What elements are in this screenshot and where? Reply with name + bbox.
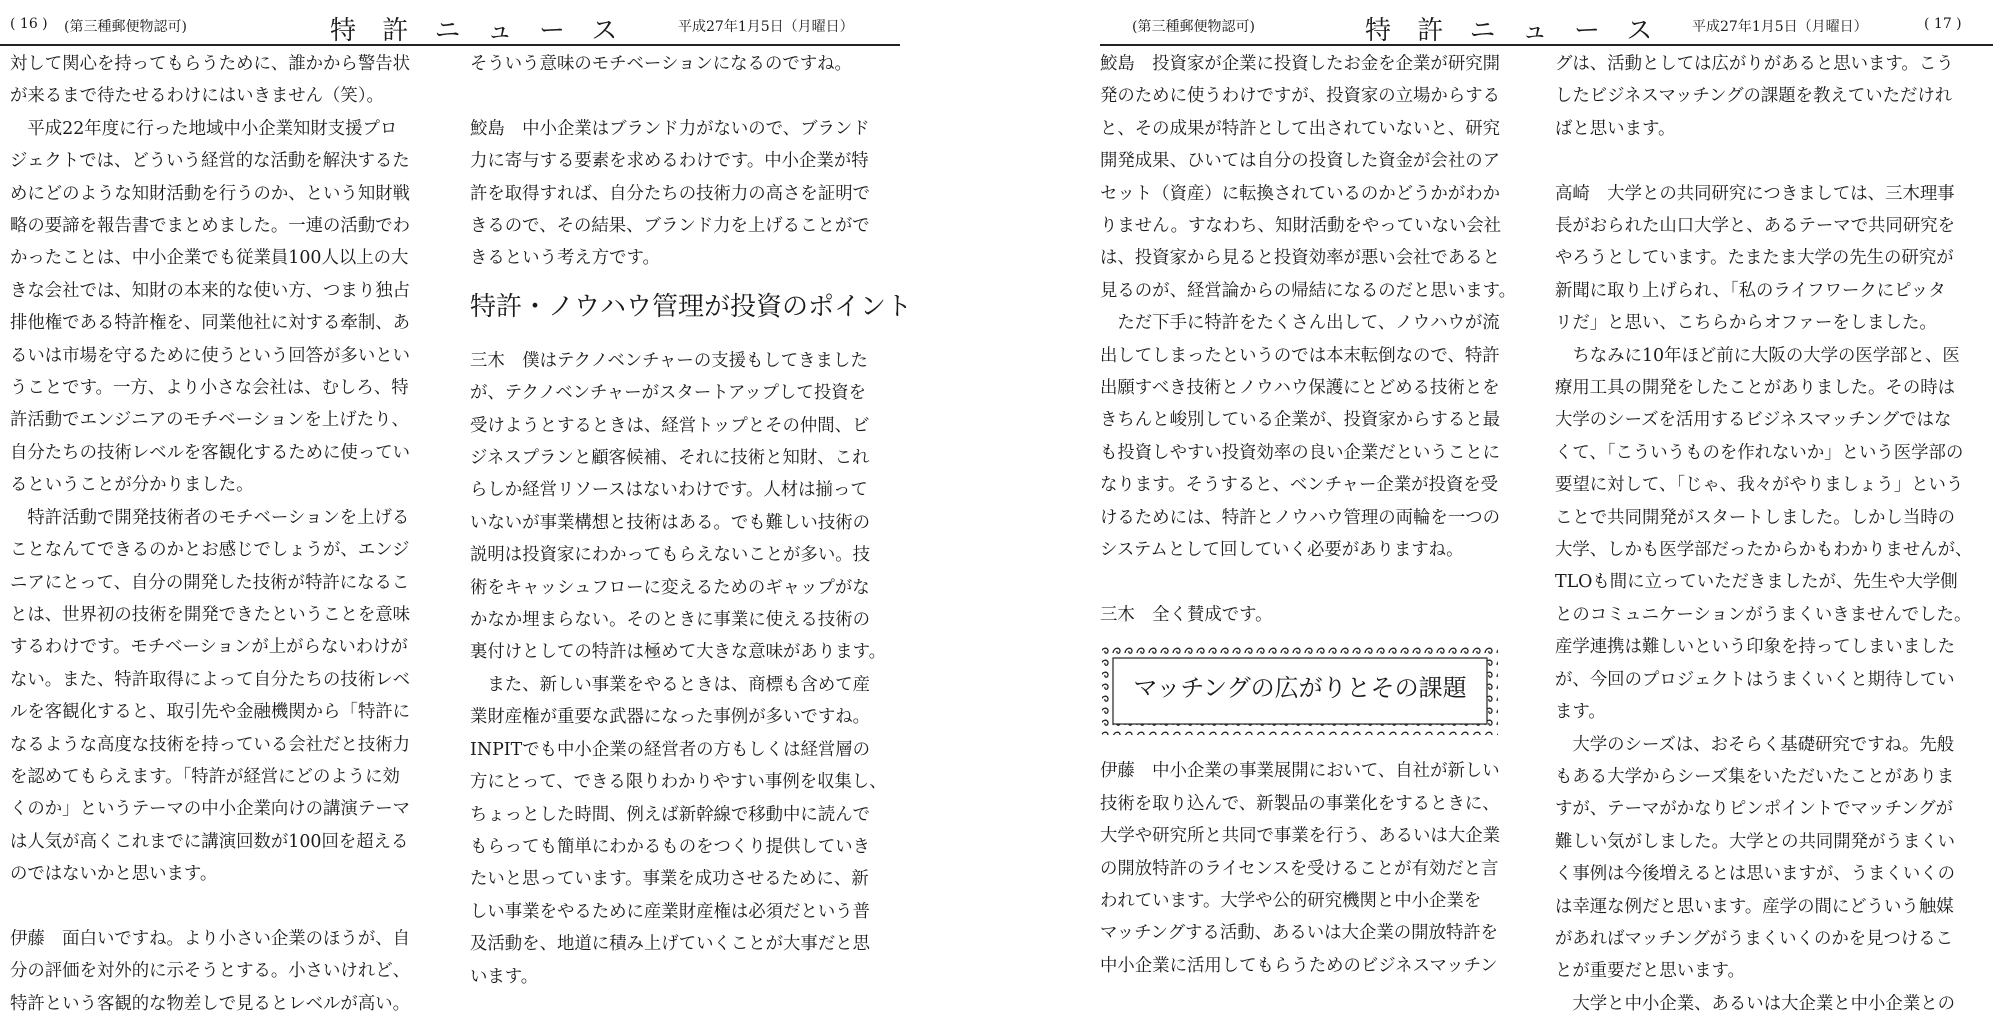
text-line: グは、活動としては広がりがあると思います。こう [1555, 54, 1954, 74]
page-header [1100, 10, 1993, 46]
text-line: 長がおられた山口大学と、あるテーマで共同研究を [1555, 216, 1955, 237]
text-line: いないが事業構想と技術はある。でも難しい技術の [470, 512, 870, 533]
right-page [1100, 0, 1993, 1024]
text-line: 伊藤 面白いですね。より小さい企業のほうが、自 [10, 928, 410, 949]
text-line: は幸運な例だと思います。産学の間にどういう触媒 [1555, 896, 1954, 917]
text-line: TLOも間に立っていただきましたが、先生や大学側 [1555, 572, 1958, 593]
text-line: とのコミュニケーションがうまくいきませんでした。 [1555, 604, 1972, 625]
text-line: います。 [470, 966, 539, 987]
text-line: 受けようとするときは、経営トップとその仲間、ビ [470, 415, 870, 436]
text-line: とが重要だと思います。 [1555, 961, 1745, 982]
text-line: 出してしまったというのでは本末転倒なので、特許 [1100, 345, 1500, 366]
text-line: するわけです。モチベーションが上がらないわけが [10, 637, 408, 658]
text-line: ない。また、特許取得によって自分たちの技術レベ [10, 669, 410, 690]
text-line: 大学と中小企業、あるいは大企業と中小企業との [1555, 993, 1955, 1014]
mail-permit-note: (第三種郵便物認可) [64, 19, 187, 35]
section-heading: 特許・ノウハウ管理が投資のポイント [470, 291, 913, 322]
text-line: 大学、しかも医学部だったからかもわかりませんが、 [1555, 540, 1973, 561]
text-line: ジネスプランと顧客候補、それに技術と知財、これ [470, 448, 870, 469]
paragraph-gap [1555, 145, 1993, 177]
text-line: しい事業をやるために産業財産権は必須だという普 [470, 901, 870, 922]
text-line: 平成22年度に行った地域中小企業知財支援プロ [10, 118, 398, 139]
column-body-text [1100, 755, 1530, 982]
text-line: 三木 僕はテクノベンチャーの支援もしてきました [470, 350, 868, 371]
text-line: の開放特許のライセンスを受けることが有効だと言 [1100, 858, 1499, 879]
text-line: うことです。一方、より小さな会社は、むしろ、特 [10, 378, 409, 399]
text-line: が、今回のプロジェクトはうまくいくと期待してい [1555, 669, 1955, 690]
text-line: 対して関心を持ってもらうために、誰かから警告状 [10, 54, 410, 74]
text-line: 高崎 大学との共同研究につきましては、三木理事 [1555, 183, 1955, 204]
text-line: 技術を取り込んで、新製品の事業化をするときに、 [1100, 793, 1500, 814]
page-number: ( 17 ) [1924, 16, 1962, 32]
issue-date: 平成27年1月5日（月曜日） [1692, 19, 1868, 35]
text-line: なるような高度な技術を持っている会社だと技術力 [10, 734, 410, 755]
text-line: かなか埋まらない。そのときに事業に使える技術の [470, 610, 870, 631]
text-line: ジェクトでは、どういう経営的な活動を解決するた [10, 151, 410, 172]
text-line: ルを客観化すると、取引先や金融機関から「特許に [10, 702, 410, 723]
text-line: きるので、その結果、ブランド力を上げることがで [470, 216, 870, 237]
text-line: 特許活動で開発技術者のモチベーションを上げる [10, 507, 410, 528]
text-line: 難しい気がしました。大学との共同開発がうまくい [1555, 831, 1955, 852]
text-line: 業財産権が重要な武器になった事例が多いですね。 [470, 707, 870, 728]
text-line: ちょっとした時間、例えば新幹線で移動中に読んで [470, 804, 870, 825]
text-line: 許を取得すれば、自分たちの技術力の高さを証明で [470, 183, 870, 204]
text-column-right-2 [1555, 48, 1993, 1020]
text-line: きるという考え方です。 [470, 248, 660, 269]
text-line: 発のために使うわけですが、投資家の立場からする [1100, 86, 1500, 107]
text-line: くのか」というテーマの中小企業向けの講演テーマ [10, 799, 410, 820]
text-line: たいと思っています。事業を成功させるために、新 [470, 869, 869, 890]
text-line: ただ下手に特許をたくさん出して、ノウハウが流 [1100, 313, 1500, 334]
text-line: リだ」と思い、こちらからオファーをしました。 [1555, 313, 1937, 334]
text-line: りません。すなわち、知財活動をやっていない会社 [1100, 216, 1502, 237]
text-line: めにどのような知財活動を行うのか、という知財戦 [10, 183, 410, 204]
text-line: また、新しい事業をやるときは、商標も含めて産 [470, 674, 870, 695]
text-line: 特許という客観的な物差しで見るとレベルが高い。 [10, 993, 410, 1014]
text-column-left-1 [10, 48, 442, 1020]
text-line: 要望に対して、「じゃ、我々がやりましょう」という [1555, 475, 1964, 496]
text-line: 及活動を、地道に積み上げていくことが大事だと思 [470, 934, 870, 955]
text-line: 大学のシーズを活用するビジネスマッチングではな [1555, 410, 1952, 431]
text-line: ことで共同開発がスタートしました。しかし当時の [1555, 507, 1955, 528]
text-line: は人気が高くこれまでに講演回数が100回を超える [10, 831, 409, 852]
text-line: と、その成果が特許として出されていないと、研究 [1100, 118, 1500, 139]
text-line: とは、世界初の技術を開発できたということを意味 [10, 604, 410, 625]
text-line: われています。大学や公的研究機関と中小企業を [1100, 890, 1482, 911]
text-line: 三木 全く賛成です。 [1100, 604, 1273, 625]
column-intro-text [470, 48, 900, 275]
text-line: 裏付けとしての特許は極めて大きな意味があります。 [470, 642, 886, 663]
text-line: を認めてもらえます。「特許が経営にどのように効 [10, 766, 400, 787]
boxed-section-heading [1100, 645, 1500, 737]
text-line: 許活動でエンジニアのモチベーションを上げたり、 [10, 410, 409, 431]
text-line: 方にとって、できる限りわかりやすい事例を収集し、 [470, 772, 887, 793]
issue-date: 平成27年1月5日（月曜日） [678, 19, 854, 35]
text-line: なります。そうすると、ベンチャー企業が投資を受 [1100, 475, 1499, 496]
text-line: 力に寄与する要素を求めるわけです。中小企業が特 [470, 151, 869, 172]
page-header [0, 10, 900, 46]
paragraph-gap [1100, 567, 1530, 599]
text-line: 説明は投資家にわかってもらえないことが多い。技 [470, 545, 870, 566]
text-line: やろうとしています。たまたま大学の先生の研究が [1555, 248, 1954, 269]
text-line: 中小企業に活用してもらうためのビジネスマッチン [1100, 955, 1498, 976]
newspaper-title: 特 許 ニ ュ ー ス [1365, 16, 1662, 46]
text-line: ニアにとって、自分の開発した技術が特許になるこ [10, 572, 410, 593]
text-line: は、投資家から見ると投資効率が悪い会社であると [1100, 248, 1500, 269]
mail-permit-note: (第三種郵便物認可) [1132, 19, 1255, 35]
text-line: けるためには、特許とノウハウ管理の両輪を一つの [1100, 507, 1500, 528]
text-line: INPITでも中小企業の経営者の方もしくは経営層の [470, 739, 871, 760]
text-line: 鮫島 中小企業はブランド力がないので、ブランド [470, 118, 870, 139]
column-body-text [470, 345, 900, 993]
text-line: 出願すべき技術とノウハウ保護にとどめる技術とを [1100, 378, 1500, 399]
text-line: もある大学からシーズ集をいただいたことがありま [1555, 766, 1955, 787]
text-line: も投資しやすい投資効率の良い企業だということに [1100, 442, 1500, 463]
text-line: が、テクノベンチャーがスタートアップして投資を [470, 383, 866, 404]
text-line: ばと思います。 [1555, 118, 1676, 139]
text-line: のではないかと思います。 [10, 864, 218, 885]
text-column-right-1 [1100, 48, 1530, 982]
text-line: 大学のシーズは、おそらく基礎研究ですね。先般 [1555, 734, 1955, 755]
text-line: 術をキャッシュフローに変えるためのギャップがな [470, 577, 870, 598]
text-line: かったことは、中小企業でも従業員100人以上の大 [10, 248, 409, 269]
text-line: く事例は今後増えるとは思いますが、うまくいくの [1555, 864, 1955, 885]
text-line: 療用工具の開発をしたことがありました。その時は [1555, 378, 1955, 399]
text-line: 見るのが、経営論からの帰結になるのだと思います。 [1100, 280, 1516, 301]
paragraph-gap [10, 891, 442, 923]
text-line: 伊藤 中小企業の事業展開において、自社が新しい [1100, 761, 1500, 782]
text-line: 略の要諦を報告書でまとめました。一連の活動でわ [10, 216, 410, 237]
text-line: ちなみに10年ほど前に大阪の大学の医学部と、医 [1555, 345, 1960, 366]
text-line: 分の評価を対外的に示そうとする。小さいけれど、 [10, 961, 410, 982]
text-line: 鮫島 投資家が企業に投資したお金を企業が研究開 [1100, 54, 1500, 74]
paragraph-gap [470, 80, 900, 112]
text-line: きな会社では、知財の本来的な使い方、つまり独占 [10, 280, 410, 301]
text-line: もらっても簡単にわかるものをつくり提供していき [470, 836, 870, 857]
text-line: セット（資産）に転換されているのかどうかがわか [1100, 183, 1500, 204]
text-line: すが、テーマがかなりピンポイントでマッチングが [1555, 799, 1954, 820]
text-line: システムとして回していく必要がありますね。 [1100, 540, 1464, 561]
text-line: があればマッチングがうまくいくのかを見つけるこ [1555, 928, 1954, 949]
text-line: ことなんてできるのかとお感じでしょうが、エンジ [10, 540, 410, 561]
text-line: が来るまで待たせるわけにはいきません（笑）。 [10, 86, 384, 107]
page-number: ( 16 ) [10, 16, 48, 32]
left-page [0, 0, 913, 1024]
text-line: 産学連携は難しいという印象を持ってしまいました [1555, 637, 1955, 658]
newspaper-title: 特 許 ニ ュ ー ス [330, 16, 627, 46]
text-line: らしか経営リソースはないわけです。人材は揃って [470, 480, 868, 501]
text-line: 自分たちの技術レベルを客観化するために使ってい [10, 442, 410, 463]
text-line: マッチングする活動、あるいは大企業の開放特許を [1100, 923, 1499, 944]
text-line: るいは市場を守るために使うという回答が多いとい [10, 345, 410, 366]
text-line: るということが分かりました。 [10, 475, 254, 496]
boxed-heading-text: マッチングの広がりとその課題 [1133, 674, 1467, 703]
column-intro-text [1100, 48, 1530, 631]
text-line: 大学や研究所と共同で事業を行う、あるいは大企業 [1100, 826, 1500, 847]
text-line: そういう意味のモチベーションになるのですね。 [470, 54, 852, 74]
text-line: 排他権である特許権を、同業他社に対する牽制、あ [10, 313, 410, 334]
text-line: 新聞に取り上げられ、「私のライフワークにピッタ [1555, 280, 1946, 301]
text-line: くて、「こういうものを作れないか」という医学部の [1555, 442, 1964, 463]
text-line: したビジネスマッチングの課題を教えていただけれ [1555, 86, 1953, 107]
text-line: ます。 [1555, 702, 1606, 723]
text-line: きちんと峻別している企業が、投資家からすると最 [1100, 410, 1500, 431]
text-line: 開発成果、ひいては自分の投資した資金が会社のア [1100, 151, 1500, 172]
text-column-left-2 [470, 48, 913, 993]
